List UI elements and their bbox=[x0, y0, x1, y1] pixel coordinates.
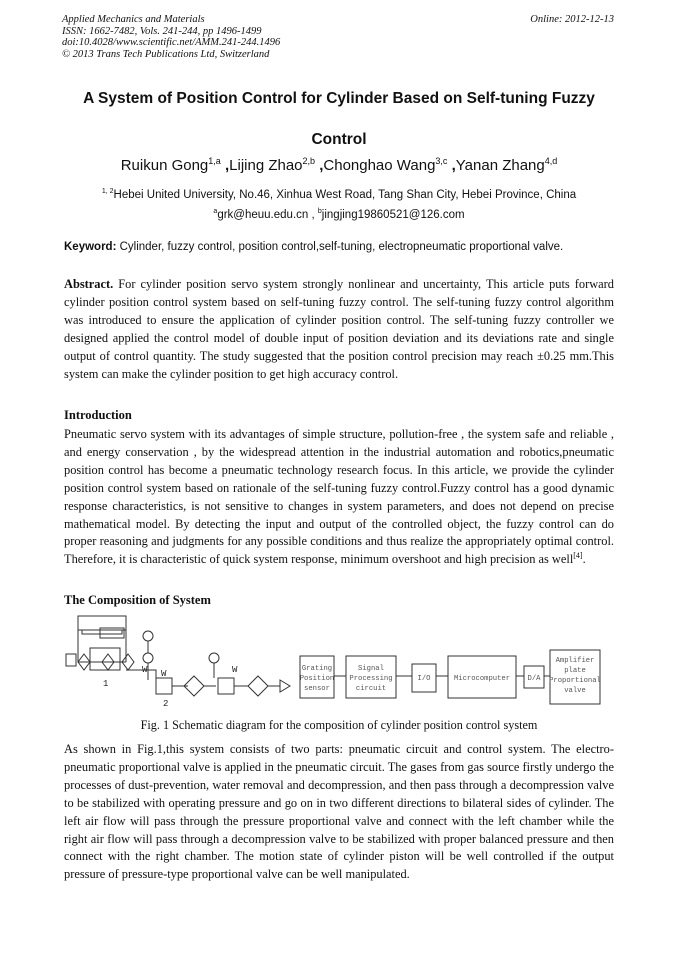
grating-line-1: Grating bbox=[301, 665, 333, 673]
sentence-end: . bbox=[582, 552, 586, 567]
affiliation bbox=[0, 188, 678, 201]
author-name: Lijing Zhao bbox=[229, 157, 303, 174]
decompression-valve-1 bbox=[156, 678, 172, 694]
citation-ref[interactable]: [4] bbox=[573, 551, 583, 561]
label-2: 2 bbox=[163, 699, 169, 709]
da-label: D/A bbox=[527, 675, 541, 683]
keywords-text: Cylinder, fuzzy control, position control,self-tuning, electropneumatic proportional valve. bbox=[116, 241, 564, 253]
cylinder-piston bbox=[82, 630, 122, 634]
title-line-1: A System of Position Control for Cylinder Based on Self-tuning Fuzzy bbox=[83, 90, 595, 107]
grating-line-2: Position bbox=[299, 675, 335, 683]
introduction-paragraph bbox=[64, 426, 614, 569]
email-sup: a bbox=[213, 208, 218, 215]
figure-1 bbox=[64, 610, 614, 715]
pipe-lines bbox=[78, 630, 126, 662]
abstract-text: For cylinder position servo system strongly nonlinear and uncertainty, This article puts forward cylinder position control system based on self-tuning fuzzy control. The self-tuning fuzzy control algorithm was introduced to ensure the application of cylinder position control. The self-tuning fuzzy controller we designed applied the control model of double input of position deviation and its deviations rate and single output of control quantity. The study suggested that the position control precision may reach ±0.25 mm.This system can make the cylinder position to get high accuracy control. bbox=[64, 277, 614, 381]
abstract bbox=[64, 276, 614, 383]
pressure-gauge-3 bbox=[209, 653, 219, 663]
pressure-gauge-1 bbox=[143, 631, 153, 641]
author-sup: 4,d bbox=[544, 156, 558, 166]
title-line-2: Control bbox=[311, 131, 367, 148]
supply-line bbox=[126, 670, 156, 688]
amp-line-1: Amplifier bbox=[555, 657, 595, 665]
silencer bbox=[66, 654, 76, 666]
author-separator: , bbox=[220, 157, 230, 174]
label-w1: W bbox=[142, 665, 148, 675]
keywords-label: Keyword: bbox=[64, 241, 117, 253]
author-emails bbox=[0, 208, 678, 221]
journal-name: Applied Mechanics and Materials bbox=[62, 14, 205, 25]
email-a[interactable]: grk@heuu.edu.cn , bbox=[217, 208, 315, 221]
doi: doi:10.4028/www.scientific.net/AMM.241-244.1496 bbox=[62, 37, 281, 49]
amp-line-3: Proportional bbox=[549, 677, 601, 685]
decompression-valve-2 bbox=[218, 678, 234, 694]
composition-paragraph: As shown in Fig.1,this system consists of two parts: pneumatic circuit and control system. The electro-pneumatic proportional valve is applied in the pneumatic circuit. The gases from gas source firstly undergo the processes of dust-prevention, water removal and decompression, and then pass through a decompression valve to be stabilized with operating pressure and go on in two different directions to bilateral sides of cylinder. The left air flow will pass through the pressure proportional valve and connect with the left chamber while the right air flow will pass through a decompression valve to be stabilized with proper balanced pressure and then connect with the right chamber. The motion state of cylinder piston will be well controlled if the output pressure of pressure-type proportional valve can be well manipulated. bbox=[64, 742, 614, 882]
email-b[interactable]: jingjing19860521@126.com bbox=[321, 208, 465, 221]
section-heading-introduction: Introduction bbox=[64, 408, 132, 422]
figure-caption: Fig. 1 Schematic diagram for the composition of cylinder position control system bbox=[140, 718, 538, 732]
online-date: Online: 2012-12-13 bbox=[530, 14, 614, 25]
amp-line-4: valve bbox=[564, 687, 586, 695]
keywords bbox=[64, 241, 624, 253]
paper-title bbox=[40, 78, 638, 160]
io-label: I/O bbox=[417, 675, 431, 683]
gas-source-symbol bbox=[280, 680, 290, 692]
author-separator: , bbox=[447, 157, 456, 174]
author-sup: 3,c bbox=[435, 156, 448, 166]
email-sup: b bbox=[317, 208, 322, 215]
copyright: © 2013 Trans Tech Publications Ltd, Switzerland bbox=[62, 48, 270, 60]
author-list bbox=[0, 156, 678, 174]
label-w3: W bbox=[232, 665, 238, 675]
journal-header bbox=[62, 14, 280, 60]
abstract-label: Abstract. bbox=[64, 277, 114, 291]
introduction-text: Pneumatic servo system with its advantages of simple structure, pollution-free , the system safe and reliable , and energy conservation , by the widespread attention in the industrial automation and robotics,pneumatic position control has become a pneumatic technology research focus. In this article, we provide the cylinder position control system based on rationale of the self-tuning fuzzy control.Fuzzy control has a good dynamic response characteristics, is not sensitive to changes in system parameters, and does not depend on precise mathematical model. By detecting the input and output of the controlled object, the fuzzy control can do proper reasoning and judgments for any possible conditions and thus realize the appropriately optimal control. Therefore, it is characteristic of quick system response, minimum overshoot and high precision as well bbox=[64, 427, 614, 567]
author-separator: , bbox=[315, 157, 324, 174]
author-name: Chonghao Wang bbox=[323, 157, 436, 174]
affiliation-sup: 1, 2 bbox=[101, 188, 114, 195]
signal-line-1: Signal bbox=[358, 665, 384, 673]
amp-line-2: plate bbox=[564, 667, 586, 675]
filter-2 bbox=[248, 676, 268, 696]
microcomputer-label: Microcomputer bbox=[453, 675, 511, 683]
author-name: Yanan Zhang bbox=[455, 157, 545, 174]
signal-line-3: circuit bbox=[355, 685, 387, 693]
issn: ISSN: 1662-7482, Vols. 241-244, pp 1496-1499 bbox=[62, 25, 262, 37]
pressure-gauge-2 bbox=[143, 653, 153, 663]
grating-line-3: sensor bbox=[304, 685, 330, 693]
author-name: Ruikun Gong bbox=[120, 157, 209, 174]
label-1: 1 bbox=[103, 679, 109, 689]
schematic-diagram bbox=[64, 610, 614, 715]
section-heading-composition: The Composition of System bbox=[64, 593, 211, 607]
author-sup: 2,b bbox=[302, 156, 316, 166]
affiliation-text: Hebei United University, No.46, Xinhua West Road, Tang Shan City, Hebei Province, China bbox=[113, 188, 577, 201]
signal-line-2: Processing bbox=[349, 675, 393, 683]
author-sup: 1,a bbox=[208, 156, 221, 166]
label-w2: W bbox=[161, 669, 167, 679]
